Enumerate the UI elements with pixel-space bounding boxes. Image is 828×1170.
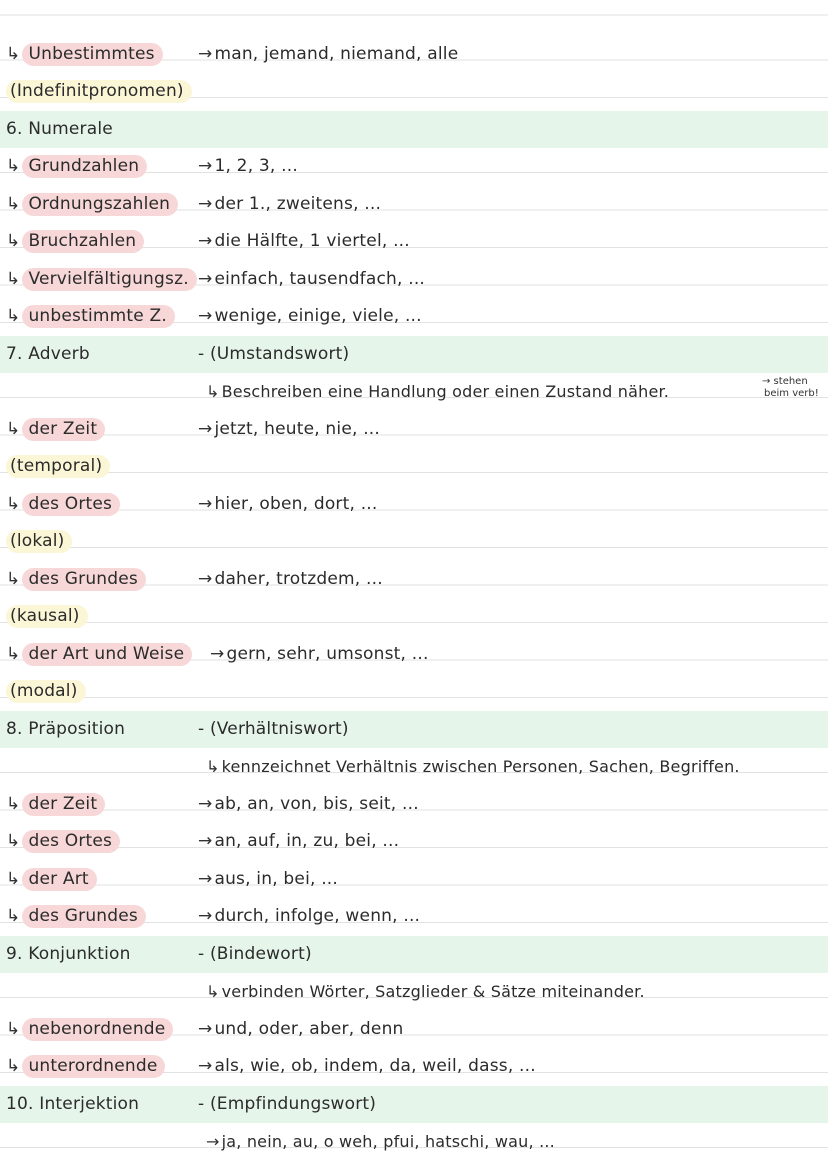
term	[6, 898, 146, 936]
term-label: (modal)	[6, 680, 86, 703]
term	[6, 73, 192, 111]
note-row	[0, 261, 828, 299]
term-label: der Zeit	[22, 418, 105, 441]
term	[6, 448, 110, 486]
note-row	[0, 373, 828, 411]
term-label: der Art	[22, 868, 96, 891]
right-arrow-icon: →	[198, 493, 213, 514]
definition	[198, 148, 298, 186]
right-arrow-icon: →	[198, 418, 213, 439]
note-row	[0, 598, 828, 636]
note-row	[0, 448, 828, 486]
definition-text: - (Verhältniswort)	[198, 718, 349, 739]
definition-text: durch, infolge, wenn, ...	[214, 906, 421, 926]
hook-arrow-icon: ↳	[206, 982, 220, 1001]
note-row	[0, 673, 828, 711]
hook-arrow-icon: ↳	[6, 793, 21, 814]
hook-arrow-icon: ↳	[6, 418, 21, 439]
term-label: 6. Numerale	[6, 118, 113, 139]
note-row	[0, 748, 828, 786]
hook-arrow-icon: ↳	[6, 43, 21, 64]
definition-text: die Hälfte, 1 viertel, ...	[214, 231, 410, 251]
definition-text: jetzt, heute, nie, ...	[214, 418, 381, 439]
definition	[198, 486, 378, 524]
definition-text: - (Empfindungswort)	[198, 1093, 377, 1114]
term	[6, 1011, 173, 1049]
note-row	[0, 561, 828, 599]
term-label: (Indefinitpronomen)	[6, 80, 192, 103]
definition-text: Beschreiben eine Handlung oder einen Zustand näher.	[221, 382, 670, 401]
definition-text: 1, 2, 3, ...	[214, 156, 298, 176]
section-title	[6, 936, 131, 974]
section-title	[6, 711, 125, 749]
margin-note-line2: beim verb!	[764, 388, 819, 399]
section-heading-row	[0, 336, 828, 374]
right-arrow-icon: →	[198, 43, 213, 64]
section-heading-row	[0, 936, 828, 974]
right-arrow-icon: →	[198, 568, 213, 589]
right-arrow-icon: →	[198, 793, 213, 814]
right-arrow-icon: →	[198, 268, 213, 289]
term-label: (lokal)	[6, 530, 72, 553]
term-label: Ordnungszahlen	[22, 193, 178, 216]
note-row	[0, 973, 828, 1011]
term	[6, 223, 144, 261]
term-label: Unbestimmtes	[22, 43, 162, 66]
hook-arrow-icon: ↳	[6, 493, 21, 514]
margin-note-line1: → stehen	[762, 376, 808, 387]
term-label: Grundzahlen	[22, 155, 147, 178]
term	[6, 261, 197, 299]
term-label: (kausal)	[6, 605, 88, 628]
hook-arrow-icon: ↳	[6, 306, 21, 326]
term	[6, 36, 163, 74]
definition	[198, 823, 399, 861]
term-label: 8. Präposition	[6, 718, 126, 739]
term-label: nebenordnende	[22, 1018, 173, 1041]
definition	[198, 1011, 404, 1049]
right-arrow-icon: →	[198, 156, 213, 176]
definition	[198, 298, 422, 336]
note-row	[0, 223, 828, 261]
definition-text: - (Umstandswort)	[198, 343, 350, 364]
term	[6, 598, 88, 636]
term	[6, 636, 192, 674]
hook-arrow-icon: ↳	[6, 831, 21, 851]
definition	[198, 36, 458, 74]
definition-text: ab, an, von, bis, seit, ...	[214, 793, 419, 814]
term	[6, 148, 147, 186]
section-title	[6, 1086, 139, 1124]
right-arrow-icon: →	[198, 1056, 213, 1076]
term-label: des Ortes	[22, 830, 120, 853]
definition	[198, 898, 420, 936]
note-row	[0, 298, 828, 336]
right-arrow-icon: →	[206, 1132, 220, 1151]
note-row	[0, 411, 828, 449]
definition	[198, 223, 410, 261]
hook-arrow-icon: ↳	[6, 231, 21, 251]
term-label: Vervielfältigungsz.	[22, 268, 196, 291]
term	[6, 786, 105, 824]
hook-arrow-icon: ↳	[206, 757, 220, 776]
definition	[198, 711, 349, 749]
definition-text: kennzeichnet Verhältnis zwischen Personen, Sachen, Begriffen.	[221, 757, 740, 776]
definition	[198, 336, 349, 374]
term-label: Bruchzahlen	[22, 230, 144, 253]
right-arrow-icon: →	[198, 906, 213, 926]
definition-text: daher, trotzdem, ...	[214, 568, 383, 589]
right-arrow-icon: →	[198, 306, 213, 326]
term-label: unterordnende	[22, 1055, 165, 1078]
term-label: des Grundes	[22, 568, 146, 591]
term	[6, 673, 86, 711]
definition-text: wenige, einige, viele, ...	[214, 306, 422, 326]
section-heading-row	[0, 1086, 828, 1124]
definition-text: gern, sehr, umsonst, ...	[226, 643, 429, 664]
definition	[198, 561, 383, 599]
term-label: unbestimmte Z.	[22, 305, 175, 328]
hook-arrow-icon: ↳	[6, 868, 21, 889]
definition-text: man, jemand, niemand, alle	[214, 43, 459, 64]
definition	[198, 786, 419, 824]
section-title	[6, 336, 90, 374]
term	[6, 486, 120, 524]
note-row	[0, 898, 828, 936]
term	[6, 186, 178, 224]
term-label: 7. Adverb	[6, 343, 90, 364]
term	[6, 411, 105, 449]
term-label: der Zeit	[22, 793, 105, 816]
term	[6, 298, 175, 336]
hook-arrow-icon: ↳	[6, 643, 21, 664]
note-row	[0, 1011, 828, 1049]
hook-arrow-icon: ↳	[206, 382, 220, 401]
definition	[206, 973, 645, 1011]
hook-arrow-icon: ↳	[6, 268, 21, 289]
note-row	[0, 486, 828, 524]
term-label: der Art und Weise	[22, 643, 192, 666]
definition	[198, 861, 338, 899]
section-heading-row	[0, 111, 828, 149]
hook-arrow-icon: ↳	[6, 156, 21, 176]
note-row	[0, 523, 828, 561]
section-heading-row	[0, 711, 828, 749]
term-label: (temporal)	[6, 455, 110, 478]
right-arrow-icon: →	[198, 231, 213, 251]
note-row	[0, 36, 828, 74]
term-label: des Ortes	[22, 493, 120, 516]
definition	[198, 411, 380, 449]
definition	[206, 748, 740, 786]
definition-text: an, auf, in, zu, bei, ...	[214, 831, 400, 851]
right-arrow-icon: →	[198, 193, 213, 214]
definition	[198, 1086, 376, 1124]
definition	[206, 1123, 555, 1161]
hook-arrow-icon: ↳	[6, 1018, 21, 1039]
note-row	[0, 73, 828, 111]
right-arrow-icon: →	[210, 643, 225, 664]
hook-arrow-icon: ↳	[6, 906, 21, 926]
note-row	[0, 823, 828, 861]
definition-text: als, wie, ob, indem, da, weil, dass, ...	[214, 1056, 536, 1076]
hook-arrow-icon: ↳	[6, 1056, 21, 1076]
definition-text: der 1., zweitens, ...	[214, 193, 382, 214]
definition-text: ja, nein, au, o weh, pfui, hatschi, wau, ...	[221, 1132, 555, 1151]
definition	[198, 1048, 536, 1086]
term-label: des Grundes	[22, 905, 146, 928]
term-label: 9. Konjunktion	[6, 943, 131, 964]
definition-text: einfach, tausendfach, ...	[214, 268, 426, 289]
term	[6, 861, 97, 899]
note-row	[0, 148, 828, 186]
definition-text: verbinden Wörter, Satzglieder & Sätze miteinander.	[221, 982, 645, 1001]
note-row	[0, 636, 828, 674]
definition-text: und, oder, aber, denn	[214, 1018, 404, 1039]
right-arrow-icon: →	[198, 1018, 213, 1039]
definition	[198, 936, 312, 974]
term-label: 10. Interjektion	[6, 1093, 140, 1114]
right-arrow-icon: →	[198, 868, 213, 889]
note-row	[0, 786, 828, 824]
definition	[210, 636, 429, 674]
note-row	[0, 861, 828, 899]
note-row	[0, 1123, 828, 1161]
term	[6, 561, 146, 599]
term	[6, 823, 120, 861]
note-row	[0, 186, 828, 224]
definition-text: - (Bindewort)	[198, 943, 312, 964]
section-title	[6, 111, 113, 149]
hook-arrow-icon: ↳	[6, 193, 21, 214]
definition	[206, 373, 669, 411]
definition-text: hier, oben, dort, ...	[214, 493, 378, 514]
definition	[198, 186, 381, 224]
definition	[198, 261, 425, 299]
hook-arrow-icon: ↳	[6, 568, 21, 589]
right-arrow-icon: →	[198, 831, 213, 851]
term	[6, 1048, 165, 1086]
term	[6, 523, 72, 561]
definition-text: aus, in, bei, ...	[214, 868, 339, 889]
note-row	[0, 1048, 828, 1086]
